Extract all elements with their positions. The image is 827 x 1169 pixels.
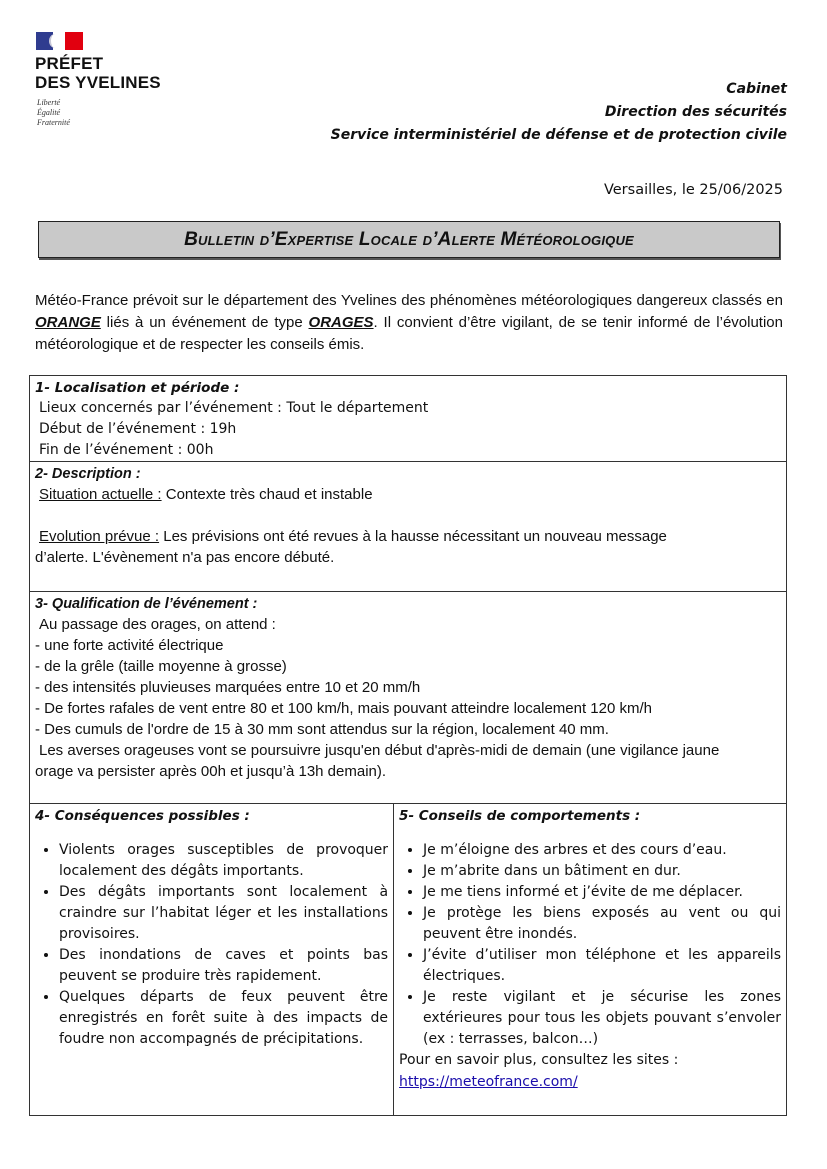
- qualification-line: - une forte activité électrique: [35, 637, 224, 654]
- prefecture-name: [35, 54, 161, 92]
- section-title: 5- Conseils de comportements :: [399, 808, 641, 824]
- location-line: Lieux concernés par l’événement : Tout le département: [39, 400, 429, 416]
- flag-white-band: [53, 32, 65, 50]
- qualification-line: Les averses orageuses vont se poursuivre jusqu'en début d'après-midi de demain (une vigilance jaune: [39, 742, 720, 759]
- qualification-line: - Des cumuls de l'ordre de 15 à 30 mm sont attendus sur la région, localement 40 mm.: [35, 721, 609, 738]
- prefecture-name-line1: PRÉFET: [35, 54, 104, 73]
- list-item: • Des dégâts importants sont localement à craindre sur l’habitat léger et les installations provisoires.: [59, 882, 388, 945]
- section-description: [30, 462, 786, 592]
- section-advice: [394, 804, 786, 1115]
- bulletin-table: [29, 375, 787, 1116]
- intro-text: . Il convient d’être vigilant, de se tenir informé de l’évolution météorologique et de respecter les conseils émis.: [35, 314, 783, 353]
- start-time-line: Début de l’événement : 19h: [39, 421, 237, 437]
- motto-liberte: Liberté: [37, 98, 61, 107]
- document-date: Versailles, le 25/06/2025: [603, 182, 783, 198]
- intro-text: liés à un événement de type: [100, 314, 309, 331]
- bulletin-title: Bulletin d’Expertise Locale d’Alerte Météorologique: [184, 228, 634, 250]
- qualification-line: orage va persister après 00h et jusqu’à 13h demain).: [35, 763, 387, 780]
- qualification-line: - de la grêle (taille moyenne à grosse): [35, 658, 287, 675]
- section-consequences: [30, 804, 394, 1115]
- current-situation-label: Situation actuelle :: [39, 486, 162, 503]
- meteofrance-link[interactable]: https://meteofrance.com/: [399, 1074, 578, 1090]
- qualification-line: - des intensités pluvieuses marquées entre 10 et 20 mm/h: [35, 679, 421, 696]
- list-item: • Je me tiens informé et j’évite de me déplacer.: [423, 882, 781, 903]
- marianne-profile-icon: [49, 34, 61, 48]
- evolution-text-cont: d’alerte. L'évènement n'a pas encore débuté.: [35, 549, 335, 566]
- section-title: 1- Localisation et période :: [35, 380, 240, 396]
- flag-red-band: [65, 32, 83, 50]
- section-qualification: [30, 592, 786, 804]
- motto-egalite: Égalité: [37, 108, 61, 117]
- service-direction: Direction des sécurités: [604, 104, 787, 120]
- section-title: 3- Qualification de l’événement :: [35, 596, 258, 612]
- list-item: • Je m’éloigne des arbres et des cours d’eau.: [423, 840, 781, 861]
- advice-list: [399, 840, 781, 1050]
- intro-text: Météo-France prévoit sur le département des Yvelines des phénomènes météorologiques dangereux classés en: [35, 292, 783, 309]
- evolution-label: Evolution prévue :: [39, 528, 160, 545]
- section-title: 2- Description :: [35, 466, 141, 482]
- motto-fraternite: Fraternité: [37, 118, 70, 127]
- vigilance-level: ORANGE: [35, 314, 101, 331]
- prefecture-name-line2: DES YVELINES: [35, 73, 161, 92]
- qualification-line: - De fortes rafales de vent entre 80 et 100 km/h, mais pouvant atteindre localement 120 km/h: [35, 700, 652, 717]
- consequences-list: [35, 840, 388, 1050]
- service-cabinet: Cabinet: [726, 81, 787, 97]
- section-title: 4- Conséquences possibles :: [35, 808, 250, 824]
- end-time-line: Fin de l’événement : 00h: [39, 442, 214, 458]
- intro-paragraph: [35, 290, 783, 356]
- qualification-line: Au passage des orages, on attend :: [39, 616, 276, 633]
- bulletin-title-box: [38, 221, 780, 258]
- current-situation-text: Contexte très chaud et instable: [161, 486, 373, 503]
- list-item: • Des inondations de caves et points bas peuvent se produire très rapidement.: [59, 945, 388, 987]
- more-info-text: Pour en savoir plus, consultez les sites :: [399, 1052, 679, 1068]
- consequences-advice-row: [30, 804, 786, 1115]
- list-item: • Violents orages susceptibles de provoquer localement des dégâts importants.: [59, 840, 388, 882]
- issuing-service: [331, 78, 787, 147]
- marianne-flag-logo: [36, 32, 83, 50]
- list-item: • Je reste vigilant et je sécurise les zones extérieures pour tous les objets pouvant s’envoler (ex : terrasses, balcon…): [423, 987, 781, 1050]
- list-item: • Je protège les biens exposés au vent ou qui peuvent être inondés.: [423, 903, 781, 945]
- republic-motto: [37, 98, 70, 128]
- evolution-text: Les prévisions ont été revues à la hausse nécessitant un nouveau message: [159, 528, 667, 545]
- section-localisation: [30, 376, 786, 462]
- list-item: • J’évite d’utiliser mon téléphone et les appareils électriques.: [423, 945, 781, 987]
- list-item: • Quelques départs de feux peuvent être enregistrés en forêt suite à des impacts de foudre non accompagnés de précipitations.: [59, 987, 388, 1050]
- event-type: ORAGES: [308, 314, 374, 331]
- service-sidpc: Service interministériel de défense et de protection civile: [330, 127, 787, 143]
- list-item: • Je m’abrite dans un bâtiment en dur.: [423, 861, 781, 882]
